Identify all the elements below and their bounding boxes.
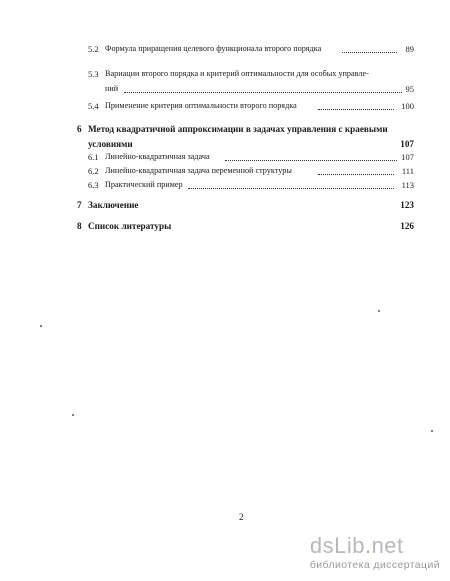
toc-chapter-page: 123	[400, 200, 414, 210]
toc-entry-number: 5.3	[88, 69, 99, 79]
toc-chapter-page: 126	[400, 221, 414, 231]
watermark-logo[interactable]	[310, 535, 440, 571]
toc-entry-title: Линейно-квадратичная задача	[105, 152, 210, 161]
scan-speck	[40, 325, 42, 327]
toc-leader-dots	[318, 172, 394, 175]
toc-chapter-page: 107	[400, 139, 414, 149]
toc-entry-number: 5.4	[88, 101, 99, 111]
toc-entry-title: Линейно-квадратичная задача переменной структуры	[105, 166, 292, 175]
watermark-subtitle: библиотека диссертаций	[309, 559, 440, 571]
watermark-brand-tld: net	[371, 533, 404, 558]
toc-chapter-number: 7	[77, 200, 82, 210]
toc-entry-title: Формула приращения целевого функционала второго порядка	[105, 44, 322, 53]
toc-leader-dots	[124, 90, 402, 93]
toc-chapter-number: 6	[77, 124, 82, 134]
toc-entry-number: 6.1	[88, 152, 99, 162]
toc-chapter-title-continuation: условиями	[88, 139, 133, 149]
toc-entry-page: 95	[405, 84, 414, 94]
toc-entry-number: 5.2	[88, 44, 99, 54]
toc-entry-title: Практический пример	[105, 180, 183, 189]
scan-speck	[378, 310, 380, 312]
toc-entry-page: 89	[405, 44, 414, 54]
toc-entry-title: Применение критерия оптимальности второго порядка	[105, 101, 297, 110]
toc-chapter-title: Список литературы	[88, 221, 172, 231]
toc-leader-dots	[318, 107, 394, 110]
toc-chapter-number: 8	[77, 221, 82, 231]
watermark-brand-main: dsLib	[309, 533, 365, 558]
toc-leader-dots	[225, 158, 397, 161]
toc-leader-dots	[188, 186, 394, 189]
toc-leader-dots	[342, 50, 397, 53]
watermark-brand-dot: .	[364, 533, 372, 558]
toc-entry-number: 6.2	[88, 166, 99, 176]
toc-entry-page: 100	[401, 101, 414, 111]
toc-chapter-title: Метод квадратичной аппроксимации в задачах управления с краевыми	[88, 124, 388, 134]
toc-entry-page: 111	[401, 166, 414, 176]
scan-speck	[431, 430, 433, 432]
page-number: 2	[239, 513, 244, 523]
toc-entry-page: 113	[401, 180, 414, 190]
toc-chapter-title: Заключение	[88, 200, 139, 210]
toc-entry-title: Вариации второго порядка и критерий оптимальности для особых управле-	[105, 69, 369, 78]
scan-speck	[72, 414, 74, 416]
toc-entry-page: 107	[401, 152, 414, 162]
toc-entry-title-continuation: ний	[105, 84, 119, 93]
watermark-brand	[310, 535, 440, 557]
toc-entry-number: 6.3	[88, 180, 99, 190]
